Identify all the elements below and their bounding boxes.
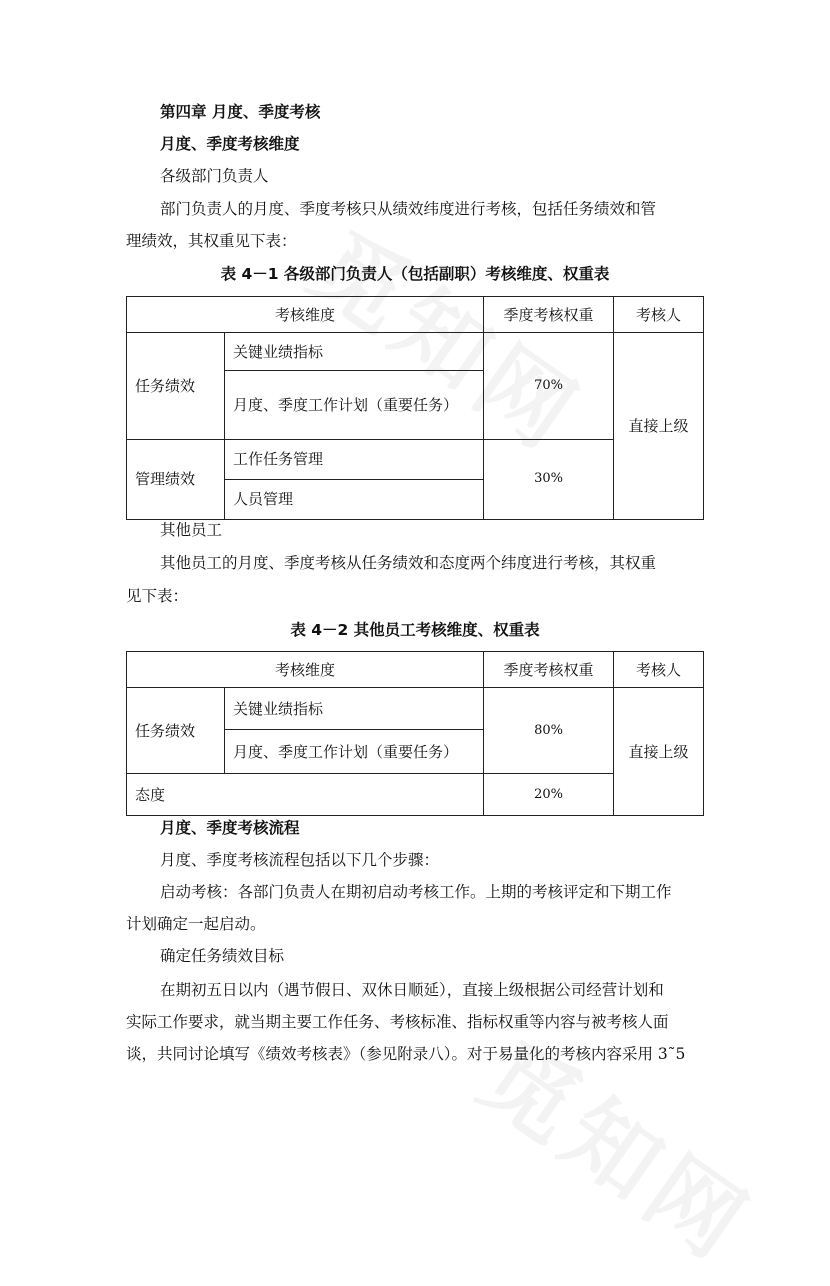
table-2-header-weight: 季度考核权重 xyxy=(484,652,614,688)
paragraph-4-line-2: 计划确定一起启动。 xyxy=(126,915,266,933)
chapter-heading: 第四章 月度、季度考核 xyxy=(160,103,321,121)
subheading-other-staff: 其他员工 xyxy=(160,521,223,539)
table-2-item-plan: 月度、季度工作计划（重要任务） xyxy=(225,730,484,774)
subheading-task-goals: 确定任务绩效目标 xyxy=(160,947,285,965)
table-1-item-kpi: 关键业绩指标 xyxy=(225,333,484,371)
table-2-header-assessor: 考核人 xyxy=(614,652,704,688)
table-1-weight-management: 30% xyxy=(484,439,614,519)
paragraph-2-line-1: 其他员工的月度、季度考核从任务绩效和态度两个纬度进行考核，其权重 xyxy=(160,554,657,572)
table-1-weight-task: 70% xyxy=(484,333,614,439)
table-row xyxy=(127,333,704,371)
paragraph-1-line-2: 理绩效，其权重见下表： xyxy=(126,232,297,250)
table-2-header-row xyxy=(127,652,704,688)
table-1-group-task: 任务绩效 xyxy=(127,333,225,439)
table-1-item-task-management: 工作任务管理 xyxy=(225,439,484,479)
paragraph-3: 月度、季度考核流程包括以下几个步骤： xyxy=(160,851,440,869)
table-2-weight-attitude: 20% xyxy=(484,774,614,816)
paragraph-2-line-2: 见下表： xyxy=(126,587,189,605)
paragraph-5-line-2: 实际工作要求，就当期主要工作任务、考核标准、指标权重等内容与被考核人面 xyxy=(126,1013,669,1031)
paragraph-4-line-1: 启动考核：各部门负责人在期初启动考核工作。上期的考核评定和下期工作 xyxy=(160,883,672,901)
table-2-weight-task: 80% xyxy=(484,688,614,774)
paragraph-1-line-1: 部门负责人的月度、季度考核只从绩效纬度进行考核，包括任务绩效和管 xyxy=(160,200,657,218)
table-1-assessor-value: 直接上级 xyxy=(614,333,704,520)
table-2-header-dimension: 考核维度 xyxy=(127,652,484,688)
table-row xyxy=(127,688,704,730)
table-2-caption: 表 4－2 其他员工考核维度、权重表 xyxy=(290,621,540,639)
table-1-header-row xyxy=(127,297,704,333)
table-1-item-personnel: 人员管理 xyxy=(225,479,484,519)
table-1-caption: 表 4－1 各级部门负责人（包括副职）考核维度、权重表 xyxy=(220,265,610,283)
table-1 xyxy=(126,296,704,520)
section-heading-dimension: 月度、季度考核维度 xyxy=(160,135,300,153)
table-2-attitude: 态度 xyxy=(127,774,484,816)
table-1-item-plan: 月度、季度工作计划（重要任务） xyxy=(225,371,484,439)
table-2-group-task: 任务绩效 xyxy=(127,688,225,774)
table-1-group-management: 管理绩效 xyxy=(127,439,225,519)
subheading-department-heads: 各级部门负责人 xyxy=(160,167,269,185)
table-2 xyxy=(126,651,704,816)
table-1-header-assessor: 考核人 xyxy=(614,297,704,333)
table-1-header-dimension: 考核维度 xyxy=(127,297,484,333)
section-heading-process: 月度、季度考核流程 xyxy=(160,819,300,837)
paragraph-5-line-3: 谈，共同讨论填写《绩效考核表》（参见附录八）。对于易量化的考核内容采用 3˜5 xyxy=(126,1045,686,1063)
paragraph-5-line-1: 在期初五日以内（遇节假日、双休日顺延），直接上级根据公司经营计划和 xyxy=(160,981,664,999)
table-2-assessor-value: 直接上级 xyxy=(614,688,704,816)
table-2-item-kpi: 关键业绩指标 xyxy=(225,688,484,730)
table-1-header-weight: 季度考核权重 xyxy=(484,297,614,333)
